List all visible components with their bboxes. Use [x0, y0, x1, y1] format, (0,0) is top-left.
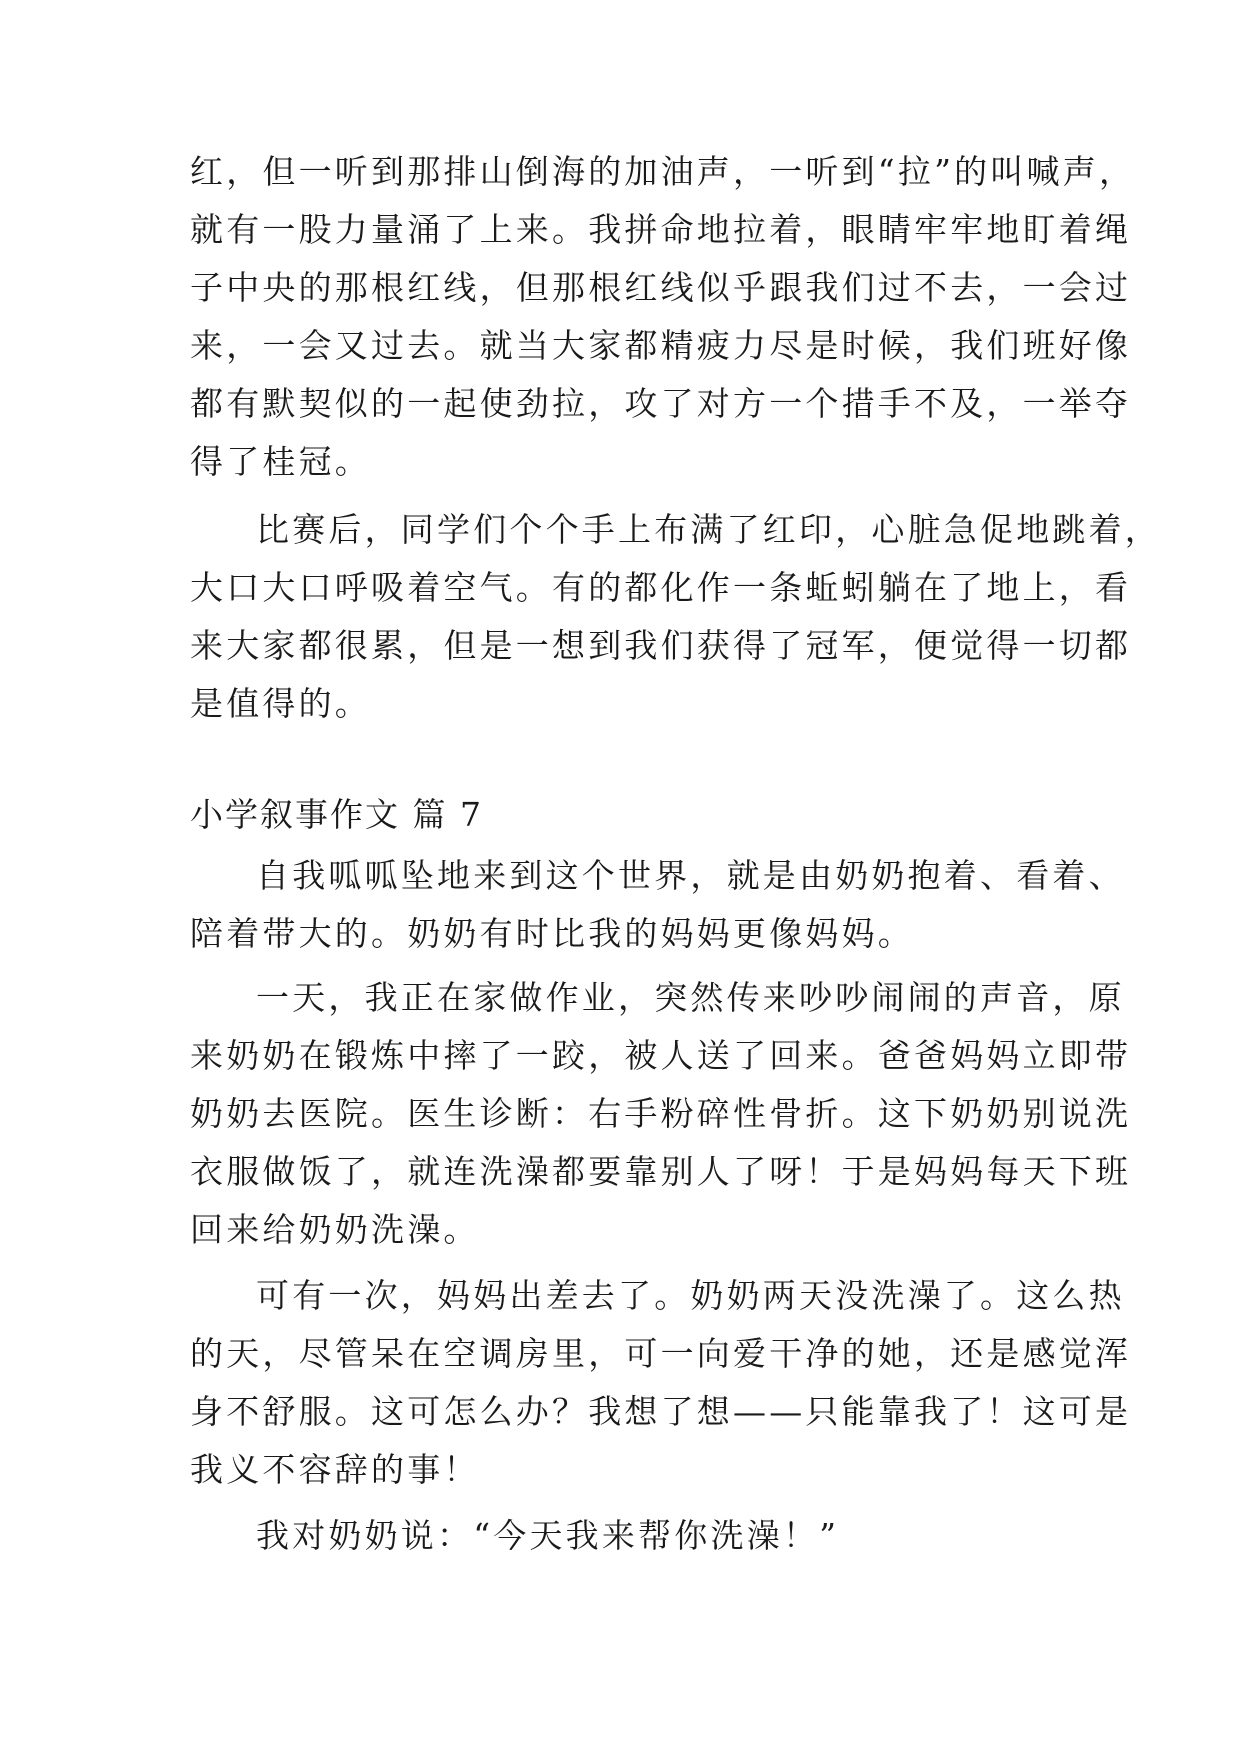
- text-line: 一天，我正在家做作业，突然传来吵吵闹闹的声音，原: [256, 978, 1125, 1017]
- text-line: 自我呱呱坠地来到这个世界，就是由奶奶抱着、看着、: [256, 856, 1125, 895]
- text-line: 衣服做饭了，就连洗澡都要靠别人了呀！于是妈妈每天下班: [190, 1152, 1132, 1191]
- text-line: 比赛后，同学们个个手上布满了红印，心脏急促地跳着，: [256, 510, 1161, 549]
- text-line: 来奶奶在锻炼中摔了一跤，被人送了回来。爸爸妈妈立即带: [190, 1036, 1132, 1075]
- text-line: 都有默契似的一起使劲拉，攻了对方一个措手不及，一举夺: [190, 384, 1132, 423]
- text-line: 奶奶去医院。医生诊断：右手粉碎性骨折。这下奶奶别说洗: [190, 1094, 1132, 1133]
- text-line: 是值得的。: [190, 684, 371, 723]
- text-line: 陪着带大的。奶奶有时比我的妈妈更像妈妈。: [190, 914, 914, 953]
- text-line: 的天，尽管呆在空调房里，可一向爱干净的她，还是感觉浑: [190, 1334, 1132, 1373]
- text-line: 我义不容辞的事！: [190, 1450, 480, 1489]
- text-line: 得了桂冠。: [190, 442, 371, 481]
- section-heading: 小学叙事作文 篇 7: [190, 795, 483, 834]
- text-line: 子中央的那根红线，但那根红线似乎跟我们过不去，一会过: [190, 268, 1132, 307]
- text-line: 回来给奶奶洗澡。: [190, 1210, 480, 1249]
- text-line: 可有一次，妈妈出差去了。奶奶两天没洗澡了。这么热: [256, 1276, 1125, 1315]
- text-line: 就有一股力量涌了上来。我拼命地拉着，眼睛牢牢地盯着绳: [190, 210, 1132, 249]
- text-line: 来，一会又过去。就当大家都精疲力尽是时候，我们班好像: [190, 326, 1132, 365]
- text-line: 红，但一听到那排山倒海的加油声，一听到“拉”的叫喊声，: [190, 152, 1136, 191]
- text-line: 大口大口呼吸着空气。有的都化作一条蚯蚓躺在了地上，看: [190, 568, 1132, 607]
- text-line: 身不舒服。这可怎么办？我想了想——只能靠我了！这可是: [190, 1392, 1132, 1431]
- text-line: 我对奶奶说：“今天我来帮你洗澡！”: [256, 1516, 840, 1555]
- text-line: 来大家都很累，但是一想到我们获得了冠军，便觉得一切都: [190, 626, 1132, 665]
